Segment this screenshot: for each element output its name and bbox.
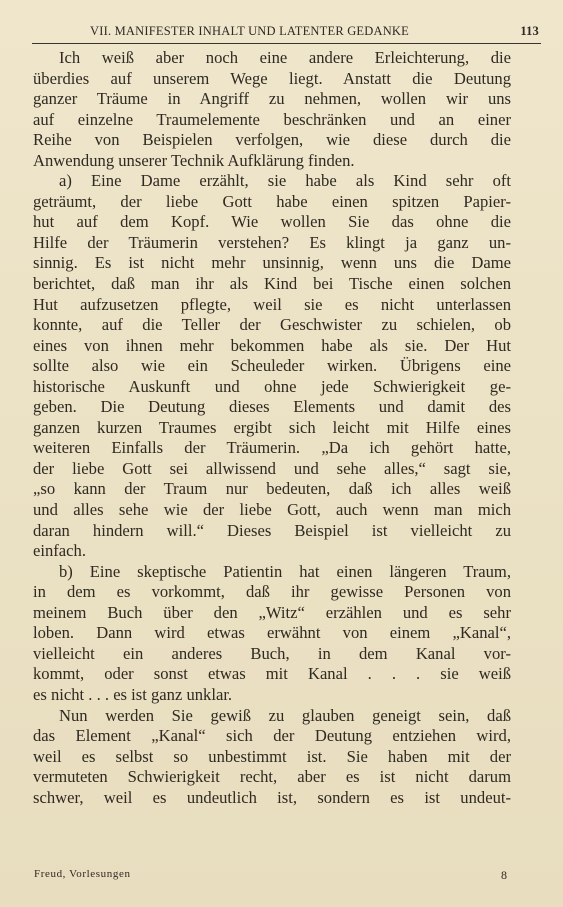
running-head <box>34 24 539 44</box>
text-line: der liebe Gott sei allwissend und sehe alles,“ sagt sie, <box>33 458 511 478</box>
text-line: schwer, weil es undeutlich ist, sondern es ist undeut- <box>33 787 511 807</box>
text-line: einfach. <box>33 541 86 561</box>
text-line: und alles sehe wie der liebe Gott, auch wenn man mich <box>33 500 511 520</box>
page-footer <box>34 868 507 884</box>
chapter-title: VII. MANIFESTER INHALT UND LATENTER GEDANKE <box>90 24 409 38</box>
text-line: eines von ihnen mehr bekommen habe als sie. Der Hut <box>33 335 511 355</box>
text-line: kommt, oder sonst etwas mit Kanal . . . sie weiß <box>33 664 511 684</box>
text-line: a) Eine Dame erzählt, sie habe als Kind sehr oft <box>59 171 511 191</box>
text-line: „so kann der Traum nur bedeuten, daß ich alles weiß <box>33 479 511 499</box>
text-line: vermuteten Schwierigkeit recht, aber es ist nicht darum <box>33 767 511 787</box>
page-number: 113 <box>520 24 539 38</box>
text-line: sinnig. Es ist nicht mehr unsinnig, wenn uns die Dame <box>33 253 511 273</box>
text-line: auf einzelne Traumelemente beschränken und an einer <box>33 109 511 129</box>
text-line: weiteren Einfalls der Träumerin. „Da ich gehört hatte, <box>33 438 511 458</box>
text-line: loben. Dann wird etwas erwähnt von einem „Kanal“, <box>33 623 511 643</box>
text-line: das Element „Kanal“ sich der Deutung entziehen wird, <box>33 726 511 746</box>
text-line: daran hindern will.“ Dieses Beispiel ist vielleicht zu <box>33 520 511 540</box>
text-line: Anwendung unserer Technik Aufklärung finden. <box>33 150 355 170</box>
text-line: berichtet, daß man ihr als Kind bei Tische einen solchen <box>33 274 511 294</box>
text-line: sollte also wie ein Scheuleder wirken. Übrigens eine <box>33 356 511 376</box>
text-line: vielleicht ein anderes Buch, in dem Kanal vor- <box>33 643 511 663</box>
text-line: Reihe von Beispielen verfolgen, wie diese durch die <box>33 130 511 150</box>
signature-mark: Freud, Vorlesungen <box>34 868 131 880</box>
text-line: in dem es vorkommt, daß ihr gewisse Personen von <box>33 582 511 602</box>
text-line: b) Eine skeptische Patientin hat einen längeren Traum, <box>59 561 511 581</box>
header-rule <box>32 43 541 44</box>
text-line: konnte, auf die Teller der Geschwister zu schielen, ob <box>33 315 511 335</box>
text-line: geträumt, der liebe Gott habe einen spitzen Papier- <box>33 191 511 211</box>
text-line: Hilfe der Träumerin verstehen? Es klingt ja ganz un- <box>33 232 511 252</box>
text-line: meinem Buch über den „Witz“ erzählen und es sehr <box>33 602 511 622</box>
text-line: es nicht . . . es ist ganz unklar. <box>33 684 233 704</box>
text-line: ganzen kurzen Traumes ergibt sich leicht mit Hilfe eines <box>33 417 511 437</box>
text-line: historische Auskunft und ohne jede Schwierigkeit ge- <box>33 376 511 396</box>
signature-number: 8 <box>501 868 507 882</box>
text-line: Nun werden Sie gewiß zu glauben geneigt sein, daß <box>59 705 511 725</box>
text-line: weil es selbst so unbestimmt ist. Sie haben mit der <box>33 746 511 766</box>
text-line: hut auf dem Kopf. Wie wollen Sie das ohne die <box>33 212 511 232</box>
text-line: Ich weiß aber noch eine andere Erleichterung, die <box>59 48 511 67</box>
text-line: ganzer Träume in Angriff zu nehmen, wollen wir uns <box>33 89 511 109</box>
text-line: Hut aufzusetzen pflegte, weil sie es nicht unterlassen <box>33 294 511 314</box>
body-text <box>33 48 511 808</box>
text-line: geben. Die Deutung dieses Elements und damit des <box>33 397 511 417</box>
text-line: überdies auf unserem Wege liegt. Anstatt die Deutung <box>33 68 511 88</box>
